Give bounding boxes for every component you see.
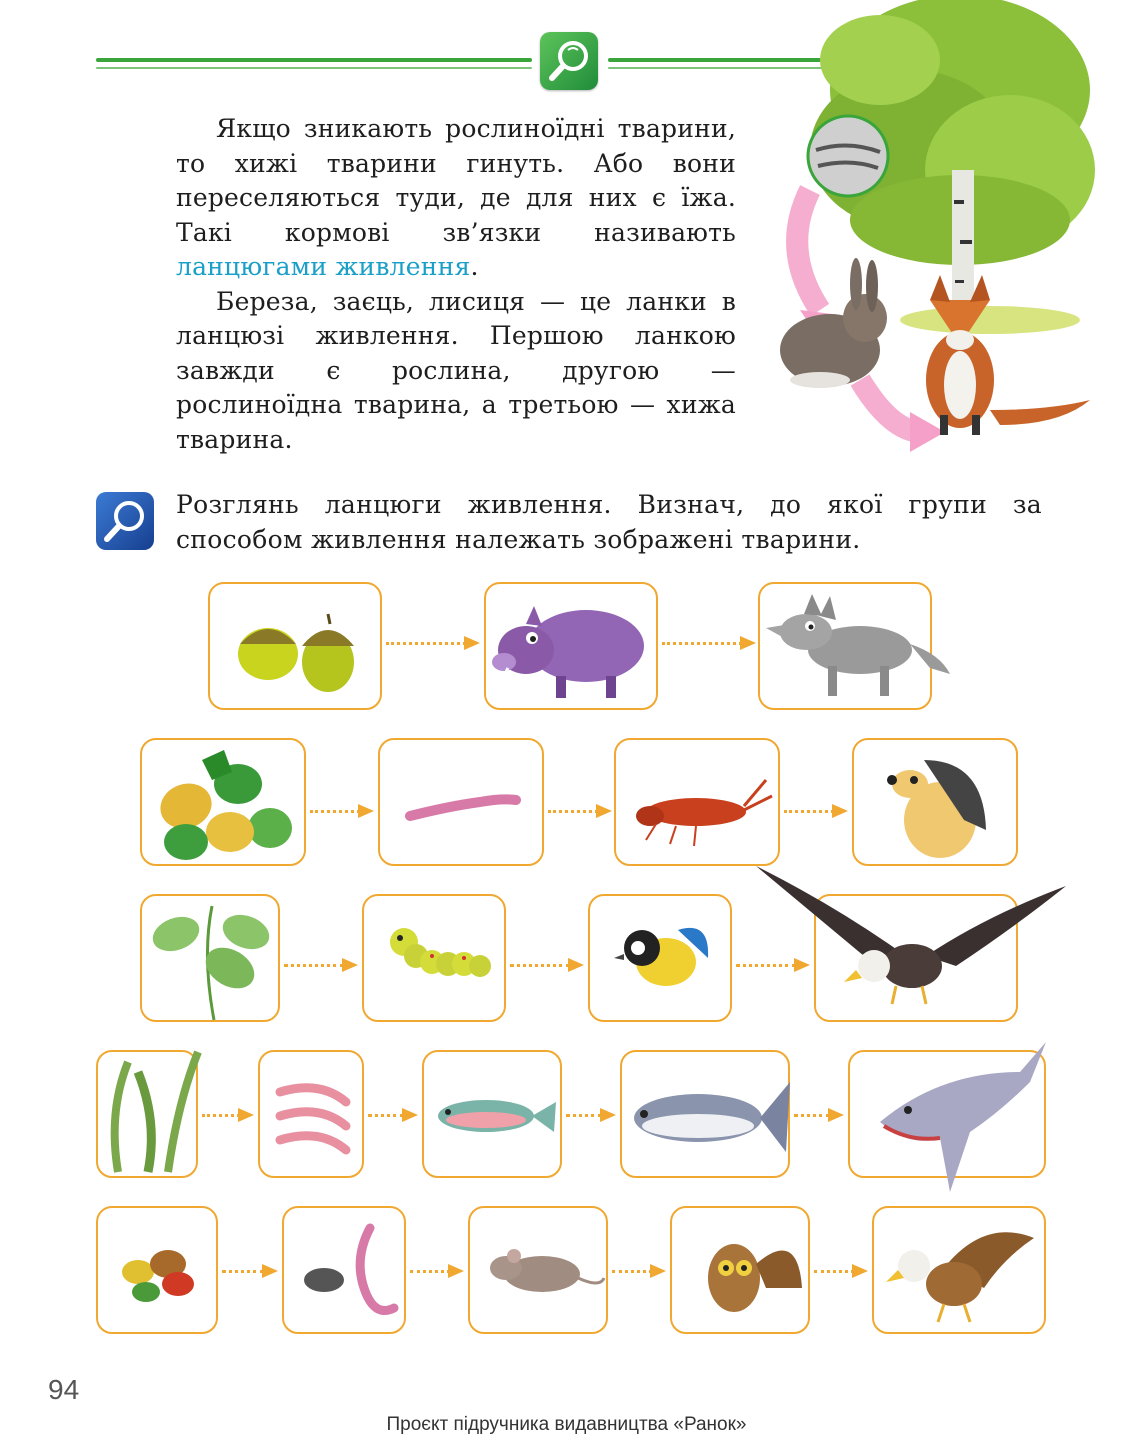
earthworm-illustration <box>380 740 546 868</box>
chain-2-arrow-2 <box>548 804 612 818</box>
page-number: 94 <box>48 1374 80 1405</box>
plant-leaves-illustration <box>142 896 282 1024</box>
chain-1-card-3 <box>758 582 932 710</box>
caterpillar-illustration <box>364 896 508 1024</box>
chain-5-arrow-3 <box>612 1264 666 1278</box>
chain-5-arrow-2 <box>410 1264 464 1278</box>
chain-4-card-1 <box>96 1050 198 1178</box>
chain-5-card-2 <box>282 1206 406 1334</box>
chain-1-card-1 <box>208 582 382 710</box>
eagle-illustration <box>816 896 1020 1024</box>
chain-2-card-3 <box>614 738 780 866</box>
chain-4-arrow-1 <box>202 1108 254 1122</box>
chain-1-arrow-1 <box>386 636 480 650</box>
chain-3-arrow-1 <box>284 958 358 972</box>
chain-2-card-1 <box>140 738 306 866</box>
small-fish-illustration <box>424 1052 564 1180</box>
chain-1-arrow-2 <box>662 636 756 650</box>
shark-illustration <box>850 1052 1048 1180</box>
chain-3-arrow-2 <box>510 958 584 972</box>
shrimp-illustration <box>260 1052 366 1180</box>
hawk-illustration <box>874 1208 1048 1336</box>
chain-5-arrow-4 <box>814 1264 868 1278</box>
intro-text <box>176 112 736 457</box>
term-food-chains: ланцюгами живлення <box>176 252 471 281</box>
woodlouse-and-worm-illustration <box>284 1208 408 1336</box>
boar-illustration <box>486 584 660 712</box>
fallen-leaves-illustration <box>98 1208 220 1336</box>
chain-5-card-1 <box>96 1206 218 1334</box>
header-rule-left-thin <box>96 67 532 69</box>
header-rule-left <box>96 58 532 62</box>
magnifier-icon <box>540 32 598 90</box>
birch-hare-fox-illustration <box>760 0 1100 470</box>
chain-3-card-2 <box>362 894 506 1022</box>
intro-paragraph-2: Береза, заєць, лисиця — це ланки в ланцюзі живлення. Першою ланкою завжди є рослина, другою — рослиноїдна тварина, а третьою — хижа тварина. <box>176 286 736 454</box>
hedgehog-illustration <box>854 740 1020 868</box>
chain-5-card-3 <box>468 1206 608 1334</box>
chain-3-card-4 <box>814 894 1018 1022</box>
chain-3-arrow-3 <box>736 958 810 972</box>
chain-4-arrow-3 <box>566 1108 616 1122</box>
publisher-footer: Проєкт підручника видавництва «Ранок» <box>386 1414 747 1435</box>
chain-5-card-5 <box>872 1206 1046 1334</box>
titmouse-illustration <box>590 896 734 1024</box>
chain-4-arrow-2 <box>368 1108 418 1122</box>
chain-2-card-4 <box>852 738 1018 866</box>
wolf-illustration <box>760 584 934 712</box>
acorns-illustration <box>210 584 384 712</box>
chain-2-card-2 <box>378 738 544 866</box>
chain-5-card-4 <box>670 1206 810 1334</box>
chain-4-card-3 <box>422 1050 562 1178</box>
task-text: Розглянь ланцюги живлення. Визнач, до якої групи за способом живлення належать зображені тварини. <box>176 490 1042 554</box>
chain-4-arrow-4 <box>794 1108 844 1122</box>
chain-4-card-4 <box>620 1050 790 1178</box>
chain-2-arrow-3 <box>784 804 848 818</box>
mouse-illustration <box>470 1208 610 1336</box>
leaves-illustration <box>142 740 308 868</box>
crayfish-illustration <box>616 740 782 868</box>
magnifier-icon <box>96 492 154 550</box>
chain-3-card-3 <box>588 894 732 1022</box>
chain-4-card-2 <box>258 1050 364 1178</box>
chain-4-card-5 <box>848 1050 1046 1178</box>
chain-2-arrow-1 <box>310 804 374 818</box>
chain-5-arrow-1 <box>222 1264 278 1278</box>
seaweed-illustration <box>98 1052 200 1180</box>
intro-paragraph-1: Якщо зникають рослиноїдні тварини, то хижі тварини гинуть. Або вони переселяються туди, де для них є їжа. Такі кормові зв’язки називають ланцюгами живлення. <box>176 114 736 281</box>
chain-1-card-2 <box>484 582 658 710</box>
tuna-illustration <box>622 1052 792 1180</box>
owl-illustration <box>672 1208 812 1336</box>
chain-3-card-1 <box>140 894 280 1022</box>
